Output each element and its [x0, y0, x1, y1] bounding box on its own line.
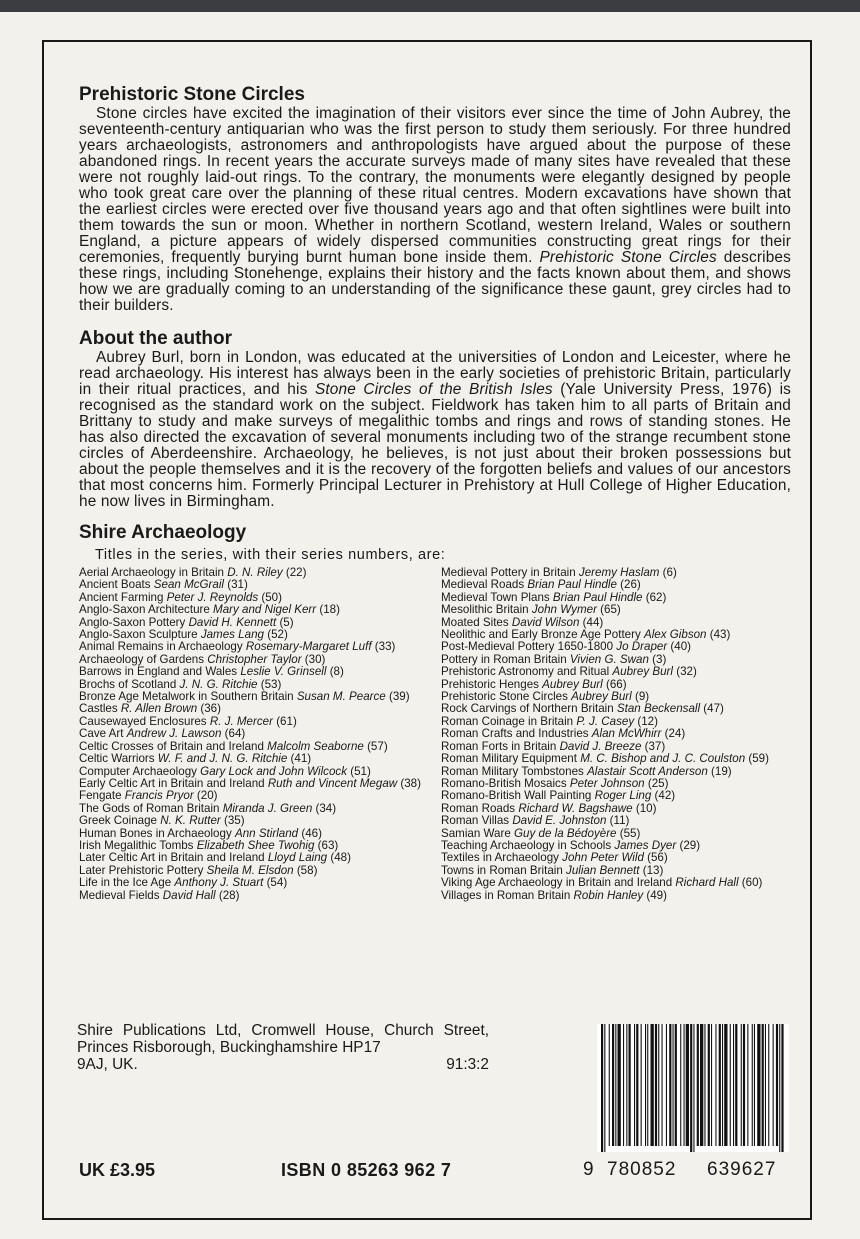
series-item-author: Stan Beckensall: [616, 702, 701, 716]
series-item-author: Richard Hall: [675, 876, 739, 890]
series-item-number: (9): [631, 690, 650, 704]
series-item-number: (43): [706, 628, 731, 642]
series-item-title: Aerial Archaeology in Britain: [79, 566, 228, 579]
series-item-title: Early Celtic Art in Britain and Ireland: [79, 776, 268, 790]
barcode-bar: [641, 1024, 642, 1146]
series-item-title: Medieval Roads: [441, 578, 528, 592]
series-item-number: (65): [596, 603, 621, 617]
series-item-title: Teaching Archaeology in Schools: [441, 838, 615, 852]
barcode-bar: [658, 1024, 659, 1146]
series-item-author: Rosemary-Margaret Luff: [245, 640, 372, 654]
series-item-author: Ruth and Vincent Megaw: [267, 776, 398, 790]
series-item-number: (54): [263, 876, 288, 890]
barcode-bar: [776, 1024, 778, 1146]
barcode-bar: [680, 1024, 681, 1146]
barcode-bar: [722, 1024, 723, 1146]
series-item-number: (35): [220, 814, 245, 828]
series-item-number: (3): [648, 652, 667, 666]
price: UK £3.95: [79, 1160, 156, 1180]
series-item-author: Francis Pryor: [124, 789, 194, 803]
barcode-bar: [634, 1024, 635, 1146]
series-item-title: Romano-British Wall Painting: [441, 789, 595, 803]
series-item-number: (62): [642, 590, 667, 604]
series-item-author: Brian Paul Hindle: [552, 590, 643, 604]
stone-text-1: Stone circles have excited the imagination of their visitors ever since the time of John Aubrey, the seventeenth-century antiquarian who was the first person to study them seriously. For three hundred years archaeologists, astronomers and anthropologists have argued about the purpose of these abandoned rings. In recent years the accurate surveys made of many sites have revealed that these were not roughly laid-out rings. To the contrary, the monuments were elegantly designed by people who took great care over the planning of these ritual centres. Modern excavations have shown that the earliest circles were erected over five thousand years ago and that often sightlines were built into them towards the sun or moon. Whether in northern Scotland, western Ireland, Wales or southern England, a picture appears of widely dispersed communities constructing great rings for their ceremonies, frequently burying burnt human bone inside them.: [79, 105, 791, 266]
series-item-title: Irish Megalithic Tombs: [79, 838, 197, 852]
barcode-bar: [655, 1024, 657, 1146]
series-item-author: David H. Kennett: [188, 615, 277, 629]
publisher-postcode: 9AJ, UK.: [77, 1056, 138, 1073]
series-item-author: Anthony J. Stuart: [174, 876, 264, 890]
series-item-title: Post-Medieval Pottery 1650-1800: [441, 640, 617, 654]
series-item-title: Ancient Boats: [79, 578, 154, 592]
barcode-bar: [693, 1024, 694, 1152]
series-item-number: (40): [667, 640, 692, 654]
series-item-author: R. Allen Brown: [120, 702, 198, 716]
series-item-title: Medieval Fields: [79, 888, 163, 902]
series-item-author: Miranda J. Green: [222, 801, 313, 815]
series-item-author: Mary and Nigel Kerr: [213, 603, 317, 617]
series-item-number: (64): [221, 727, 246, 741]
barcode-bar: [700, 1024, 703, 1146]
series-item-title: Roman Roads: [441, 801, 519, 815]
series-item-number: (42): [651, 789, 676, 803]
barcode-bar: [609, 1024, 610, 1146]
series-item-number: (52): [263, 628, 288, 642]
series-item-number: (11): [606, 814, 630, 828]
series-item-number: (56): [643, 851, 668, 865]
series-item-author: James Dyer: [614, 838, 677, 852]
barcode-bar: [719, 1024, 721, 1146]
barcode-bar: [752, 1024, 753, 1146]
series-item: [79, 890, 429, 902]
series-item-title: Neolithic and Early Bronze Age Pottery: [441, 628, 644, 642]
series-item-title: Romano-British Mosaics: [441, 776, 570, 790]
series-item-author: Julian Bennett: [566, 863, 640, 877]
barcode-bar: [730, 1024, 731, 1146]
series-item-title: Barrows in England and Wales: [79, 665, 241, 679]
series-item-number: (46): [298, 826, 322, 840]
barcode-bar: [604, 1024, 605, 1152]
series-item-title: Human Bones in Archaeology: [79, 826, 235, 840]
barcode-bar: [762, 1024, 764, 1146]
barcode-bars: [597, 1024, 789, 1152]
series-item-title: Causewayed Enclosures: [79, 714, 210, 728]
series-item-author: Christopher Taylor: [207, 652, 302, 666]
series-item-author: Lloyd Laing: [267, 851, 328, 865]
series-item-author: Susan M. Pearce: [296, 690, 386, 704]
series-item-title: Roman Coinage in Britain: [441, 714, 577, 728]
publisher-lines: Shire Publications Ltd, Cromwell House, Church Street, Princes Risborough, Buckinghamshire HP17: [77, 1022, 489, 1056]
series-item-number: (8): [326, 665, 344, 679]
stone-circles-description: [79, 106, 791, 314]
series-intro: Titles in the series, with their series numbers, are:: [95, 547, 446, 563]
series-item-title: Anglo-Saxon Architecture: [79, 603, 214, 617]
barcode-bar: [741, 1024, 742, 1146]
series-item-number: (19): [707, 764, 732, 778]
series-item-number: (18): [316, 603, 340, 617]
cover-text: [79, 84, 791, 902]
series-item-number: (25): [644, 776, 669, 790]
series-item-title: Roman Military Tombstones: [441, 764, 588, 778]
series-item-author: Roger Ling: [594, 789, 652, 803]
barcode-bar: [669, 1024, 671, 1146]
barcode-bar: [781, 1024, 783, 1152]
barcode-bar: [623, 1024, 624, 1146]
series-item-title: Animal Remains in Archaeology: [79, 640, 246, 654]
series-item-number: (49): [643, 888, 667, 902]
series-item-author: Aubrey Burl: [612, 665, 673, 679]
barcode-bar: [645, 1024, 646, 1146]
barcode-bar: [754, 1024, 755, 1146]
barcode-bar: [626, 1024, 627, 1146]
series-item-author: P. J. Casey: [576, 714, 635, 728]
series-item-title: Castles: [79, 702, 121, 716]
series-item-number: (48): [327, 851, 351, 865]
barcode-bar: [662, 1024, 663, 1146]
series-item-title: Celtic Crosses of Britain and Ireland: [79, 739, 268, 753]
barcode-bar: [779, 1024, 780, 1152]
barcode-bar: [690, 1024, 692, 1152]
barcode-group-1: 780852: [607, 1159, 677, 1180]
series-item-title: Rock Carvings of Northern Britain: [441, 702, 617, 716]
series-item-author: Brian Paul Hindle: [527, 578, 617, 592]
series-item-author: N. K. Rutter: [160, 814, 221, 828]
series-item-author: Vivien G. Swan: [569, 652, 649, 666]
series-item-number: (33): [371, 640, 396, 654]
series-list: [79, 567, 791, 902]
barcode-bar: [708, 1024, 710, 1146]
series-item-number: (53): [257, 677, 282, 691]
series-item-author: Sheila M. Elsdon: [206, 863, 294, 877]
series-item-author: David Wilson: [511, 615, 580, 629]
barcode-bar: [666, 1024, 667, 1146]
series-item-title: Samian Ware: [441, 826, 515, 840]
barcode-group-2: 639627: [707, 1159, 777, 1180]
series-item-author: J. N. G. Ritchie: [179, 677, 258, 691]
series-item-number: (39): [385, 690, 410, 704]
barcode-bar: [684, 1024, 685, 1146]
series-item-author: Elizabeth Shee Twohig: [196, 838, 315, 852]
series-item-author: Malcolm Seaborne: [267, 739, 364, 753]
series-item-author: Peter Johnson: [569, 776, 645, 790]
series-item-author: Jo Draper: [616, 640, 668, 654]
series-item-author: James Lang: [200, 628, 264, 642]
stone-circles-heading: Prehistoric Stone Circles: [79, 84, 305, 105]
series-item-author: Alan McWhirr: [591, 727, 662, 741]
stone-text-2: describes these rings, including Stonehenge, explains their history and the facts known about them, and shows how we are gradually coming to an understanding of the significance these gaunt, grey circles had to their builders.: [79, 249, 791, 314]
series-item-title: Celtic Warriors: [79, 752, 158, 766]
series-item-author: David J. Breeze: [559, 739, 642, 753]
series-item-title: Medieval Town Plans: [441, 590, 553, 604]
series-item-title: Bronze Age Metalwork in Southern Britain: [79, 690, 297, 704]
series-item-title: Brochs of Scotland: [79, 677, 180, 691]
series-item-title: Life in the Ice Age: [79, 876, 175, 890]
series-item-number: (47): [700, 702, 724, 716]
series-item-author: David Hall: [162, 888, 216, 902]
barcode-bar: [612, 1024, 614, 1146]
series-item-title: The Gods of Roman Britain: [79, 801, 223, 815]
series-item-author: W. F. and J. N. G. Ritchie: [157, 752, 288, 766]
series-item-number: (41): [287, 752, 312, 766]
barcode-bar: [773, 1024, 774, 1146]
series-item-number: (29): [676, 838, 701, 852]
barcode-bar: [757, 1024, 760, 1146]
publisher-address: [77, 1022, 489, 1073]
series-item: [441, 890, 791, 902]
series-item-author: Alex Gibson: [644, 628, 707, 642]
series-item-author: Ann Stirland: [234, 826, 299, 840]
barcode-bar: [768, 1024, 769, 1146]
series-item-number: (28): [215, 888, 240, 902]
series-item-number: (12): [634, 714, 658, 728]
about-author-text: [79, 350, 791, 510]
series-item-title: Cave Art: [79, 727, 127, 741]
series-item-number: (55): [616, 826, 641, 840]
series-item-title: Towns in Roman Britain: [441, 863, 567, 877]
barcode-lead-digit: 9: [583, 1159, 595, 1180]
series-column-left: [79, 567, 429, 902]
series-item-title: Prehistoric Astronomy and Ritual: [441, 665, 613, 679]
barcode-bar: [765, 1024, 766, 1146]
barcode-bar: [715, 1024, 716, 1146]
series-item-author: Jeremy Haslam: [578, 566, 660, 579]
series-item-author: Guy de la Bédoyère: [514, 826, 617, 840]
barcode-digits: [583, 1159, 795, 1181]
series-item-author: Peter J. Reynolds: [166, 590, 259, 604]
series-item-number: (51): [347, 764, 371, 778]
series-item-title: Greek Coinage: [79, 814, 161, 828]
series-item-author: Andrew J. Lawson: [126, 727, 222, 741]
series-item-number: (44): [579, 615, 604, 629]
barcode-bar: [615, 1024, 616, 1146]
barcode-bar: [647, 1024, 648, 1146]
series-item-title: Fengate: [79, 789, 125, 803]
series-item-author: John Wymer: [531, 603, 597, 617]
series-item-title: Pottery in Roman Britain: [441, 652, 570, 666]
series-item-number: (61): [272, 714, 297, 728]
series-item-number: (34): [312, 801, 337, 815]
series-item-number: (6): [659, 566, 677, 579]
series-item-title: Archaeology of Gardens: [79, 652, 208, 666]
series-item-title: Computer Archaeology: [79, 764, 201, 778]
barcode-bar: [636, 1024, 638, 1146]
series-item-author: Aubrey Burl: [571, 690, 632, 704]
series-item-title: Textiles in Archaeology: [441, 851, 563, 865]
series-item-title: Later Prehistoric Pottery: [79, 863, 207, 877]
series-item-title: Prehistoric Henges: [441, 677, 543, 691]
print-code: 91:3:2: [446, 1056, 489, 1073]
series-item-author: R. J. Mercer: [209, 714, 273, 728]
series-item-author: John Peter Wild: [562, 851, 644, 865]
series-item-number: (32): [672, 665, 697, 679]
series-item-title: Viking Age Archaeology in Britain and Ireland: [441, 876, 676, 890]
series-item-number: (63): [314, 838, 339, 852]
barcode-bar: [704, 1024, 705, 1146]
series-item-author: Alastair Scott Anderson: [587, 764, 708, 778]
series-item-title: Roman Military Equipment: [441, 752, 581, 766]
barcode-bar: [618, 1024, 621, 1146]
series-item-title: Mesolithic Britain: [441, 603, 532, 617]
stone-title-italic: Prehistoric Stone Circles: [539, 249, 717, 266]
series-item-number: (31): [224, 578, 248, 592]
series-item-title: Roman Villas: [441, 814, 513, 828]
barcode-bar: [686, 1024, 689, 1146]
series-item-number: (38): [397, 776, 421, 790]
series-item-number: (60): [738, 876, 763, 890]
series-item-author: Richard W. Bagshawe: [518, 801, 633, 815]
series-item-title: Prehistoric Stone Circles: [441, 690, 572, 704]
series-item-number: (58): [293, 863, 318, 877]
barcode-bar: [651, 1024, 654, 1146]
barcode-bar: [733, 1024, 734, 1146]
series-item-title: Ancient Farming: [79, 590, 167, 604]
series-item-number: (22): [282, 566, 307, 579]
barcode-image: [597, 1024, 789, 1152]
series-item-title: Anglo-Saxon Sculpture: [79, 628, 201, 642]
barcode-bar: [697, 1024, 699, 1146]
publisher-last-line: [77, 1056, 489, 1073]
series-item-title: Later Celtic Art in Britain and Ireland: [79, 851, 268, 865]
barcode-bar: [711, 1024, 712, 1146]
series-item-number: (36): [197, 702, 221, 716]
series-item-author: M. C. Bishop and J. C. Coulston: [580, 752, 746, 766]
barcode-bar: [735, 1024, 737, 1146]
series-item-title: Moated Sites: [441, 615, 512, 629]
series-item-author: Sean McGrail: [153, 578, 224, 592]
series-item-number: (20): [193, 789, 218, 803]
about-title-italic: Stone Circles of the British Isles: [314, 381, 553, 398]
series-item-title: Villages in Roman Britain: [441, 888, 574, 902]
series-column-right: [441, 567, 791, 902]
about-author-heading: About the author: [79, 328, 233, 349]
shire-archaeology-heading: Shire Archaeology: [79, 522, 247, 543]
isbn: ISBN 0 85263 962 7: [281, 1160, 452, 1180]
about-text-2: (Yale University Press, 1976) is recognised as the standard work on the subject. Fieldwork has taken him to all parts of Britain and Brittany to study and make surveys of megalithic tombs and rings and rows of standing stones. He has also directed the excavation of several monuments including two of the strange recumbent stone circles of Aberdeenshire. Archaeology, he believes, is not just about their broken possessions but about the people themselves and it is the recovery of the forgotten beliefs and values of our ancestors that most concerns him. Formerly Principal Lecturer in Prehistory at Hull College of Higher Education, he now lives in Birmingham.: [79, 381, 791, 510]
barcode-bar: [601, 1024, 603, 1152]
series-item-author: Leslie V. Grinsell: [240, 665, 327, 679]
barcode-bar: [629, 1024, 631, 1146]
series-item-title: Medieval Pottery in Britain: [441, 566, 579, 579]
series-item-number: (5): [276, 615, 294, 629]
series-item-number: (57): [363, 739, 388, 753]
series-item-author: David E. Johnston: [512, 814, 607, 828]
series-item-number: (59): [745, 752, 769, 766]
barcode-bar: [724, 1024, 727, 1146]
series-item-number: (37): [641, 739, 666, 753]
about-text-1: Aubrey Burl, born in London, was educated at the universities of London and Leicester, where he read archaeology. His interest has always been in the early societies of prehistoric Britain, particularly in their ritual practices, and his: [79, 349, 791, 398]
barcode-bar: [747, 1024, 748, 1146]
series-item-number: (10): [632, 801, 657, 815]
series-item-author: D. N. Riley: [227, 566, 283, 579]
series-item-number: (66): [602, 677, 627, 691]
barcode-bar: [743, 1024, 745, 1146]
top-edge: [0, 0, 860, 12]
series-item-number: (50): [258, 590, 282, 604]
series-item-title: Anglo-Saxon Pottery: [79, 615, 189, 629]
barcode-bar: [675, 1024, 677, 1146]
series-item-number: (30): [301, 652, 326, 666]
barcode-bar: [673, 1024, 674, 1146]
series-item-title: Roman Crafts and Industries: [441, 727, 592, 741]
series-item-author: Aubrey Burl: [542, 677, 603, 691]
series-item-author: Gary Lock and John Wilcock: [200, 764, 347, 778]
series-item-number: (24): [661, 727, 686, 741]
series-item-title: Roman Forts in Britain: [441, 739, 560, 753]
series-item-number: (26): [616, 578, 641, 592]
series-item-number: (13): [639, 863, 664, 877]
series-item-author: Robin Hanley: [573, 888, 644, 902]
